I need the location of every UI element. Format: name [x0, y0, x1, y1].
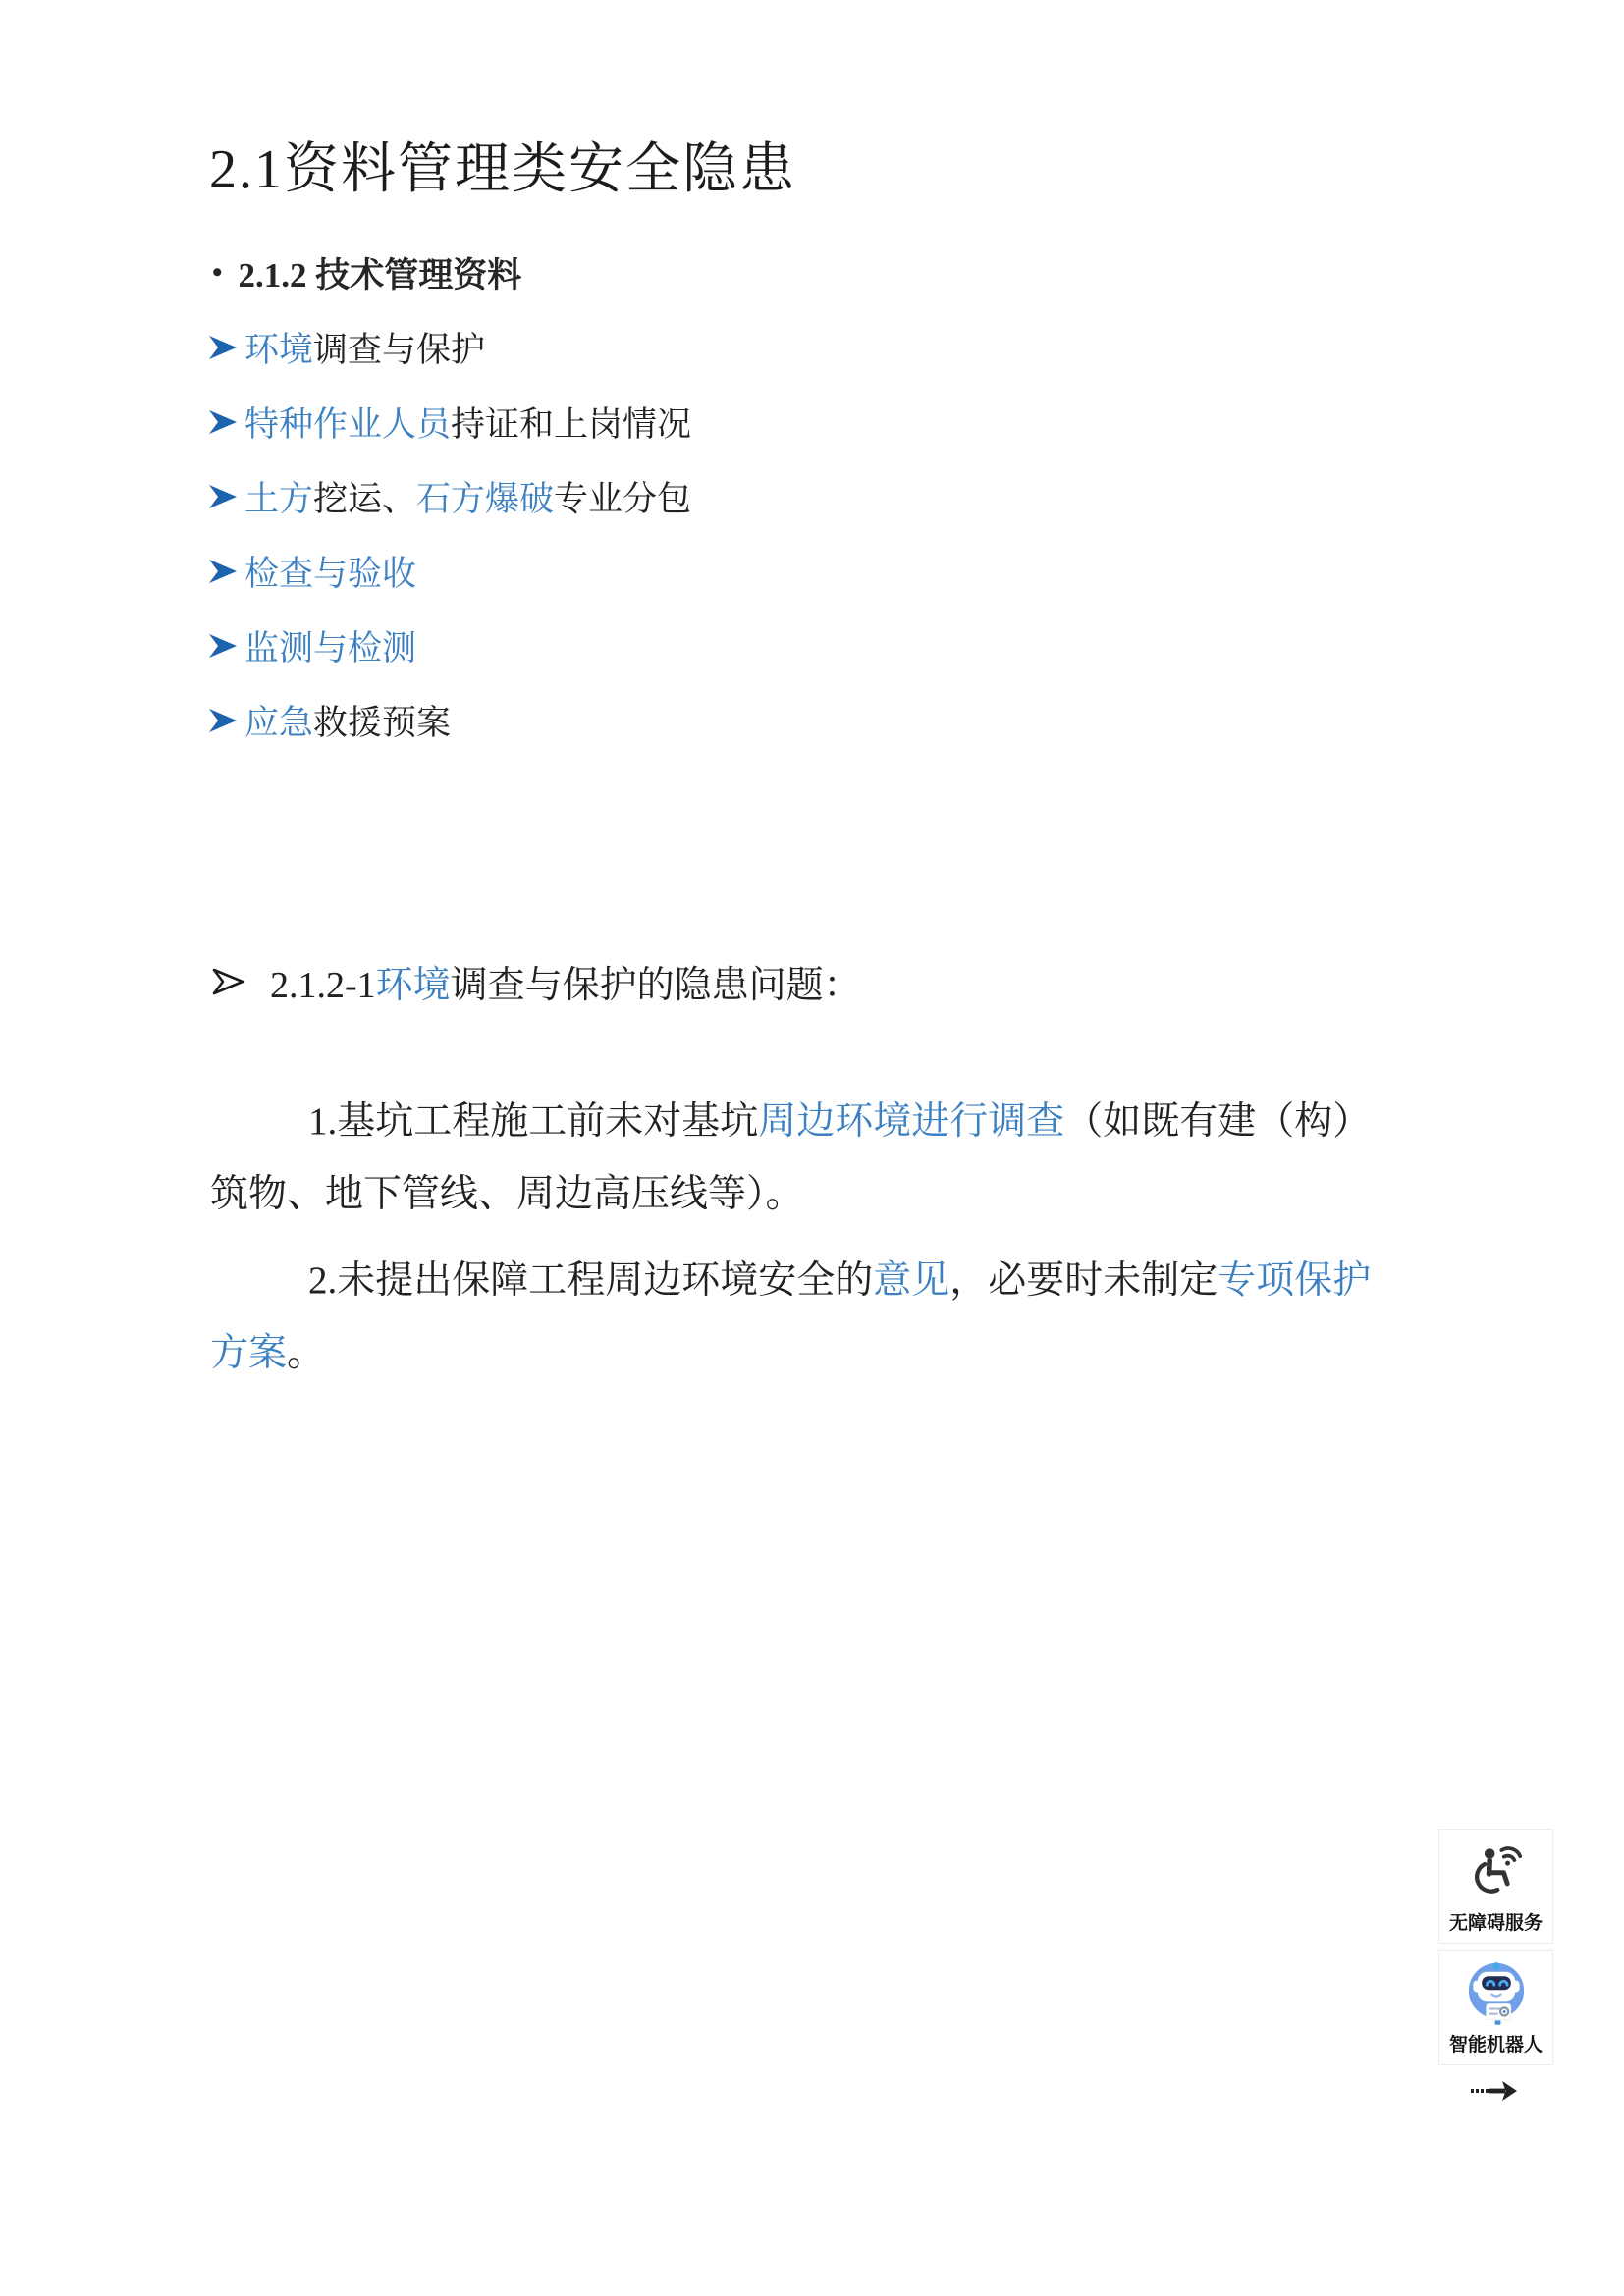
highlighted-text-segment: 周边环境进行调查: [758, 1100, 1065, 1143]
text-segment: 持证和上岗情况: [451, 405, 692, 444]
section-heading-text: [270, 954, 861, 1008]
accessibility-service-label: 无障碍服务: [1448, 1913, 1543, 1934]
bullet-dot-icon: •: [212, 256, 223, 289]
highlighted-text-segment: 石方爆破: [416, 480, 555, 518]
list-item-label: [244, 621, 416, 670]
list-item-label: 2.1.2 技术管理资料: [238, 256, 522, 294]
highlighted-text-segment: 土方: [244, 480, 314, 518]
text-segment: 专业分包: [554, 480, 692, 518]
paragraph-line: [210, 1245, 1447, 1317]
smart-robot-button[interactable]: [1438, 1950, 1553, 2065]
list-item-label: [244, 323, 485, 372]
text-segment: 筑物、地下管线、周边高压线等）。: [210, 1173, 804, 1215]
highlighted-text-segment: 检查与验收: [244, 555, 417, 593]
list-item: [208, 310, 691, 385]
highlighted-text-segment: 环境: [375, 965, 451, 1006]
blue-arrowhead-icon: [208, 409, 238, 435]
highlighted-text-segment: 环境: [244, 331, 314, 369]
text-segment: 调查与保护的隐患问题：: [450, 965, 861, 1006]
list-item: [208, 385, 691, 459]
list-item: [208, 534, 691, 609]
list-item-lead: [208, 236, 691, 310]
highlighted-text-segment: 监测与检测: [244, 629, 417, 667]
text-segment: 。: [287, 1332, 326, 1374]
smart-robot-label: 智能机器人: [1448, 2035, 1543, 2056]
body-text: [210, 1086, 1447, 1390]
dashed-right-arrow-icon[interactable]: [1470, 2080, 1519, 2102]
blue-arrowhead-icon: [208, 708, 238, 733]
list-item: [208, 683, 691, 758]
text-segment: ，必要时未制定: [949, 1259, 1218, 1302]
text-segment: 2.1.2-1: [270, 965, 376, 1006]
text-segment: 救援预案: [313, 704, 452, 742]
list-item: [208, 459, 691, 534]
outlined-arrowhead-icon: [212, 968, 244, 995]
wheelchair-wifi-icon: [1439, 1830, 1552, 1908]
text-segment: 2.未提出保障工程周边环境安全的: [308, 1259, 874, 1302]
paragraph-line: [210, 1317, 1447, 1390]
list-item: [208, 609, 691, 683]
section-heading: [212, 954, 861, 1008]
paragraph: [210, 1245, 1447, 1390]
blue-arrowhead-icon: [208, 559, 238, 584]
paragraph-line: [210, 1158, 1447, 1231]
topic-list: [208, 236, 691, 758]
paragraph-line: [210, 1086, 1447, 1158]
blue-arrowhead-icon: [208, 335, 238, 360]
blue-arrowhead-icon: [208, 484, 238, 509]
highlighted-text-segment: 意见: [873, 1259, 950, 1302]
robot-icon: [1439, 1951, 1552, 2030]
list-item-label: [244, 696, 451, 745]
page-title: 2.1资料管理类安全隐患: [209, 139, 796, 200]
text-segment: （如既有建（构）: [1064, 1100, 1372, 1143]
accessibility-service-button[interactable]: [1438, 1829, 1553, 1944]
list-item-label: [244, 547, 416, 596]
highlighted-text-segment: 方案: [210, 1332, 288, 1374]
highlighted-text-segment: 应急: [244, 704, 314, 742]
highlighted-text-segment: 特种作业人员: [244, 405, 452, 444]
list-item-label: [244, 398, 691, 447]
list-item-label: [244, 472, 691, 521]
blue-arrowhead-icon: [208, 633, 238, 659]
highlighted-text-segment: 专项保护: [1218, 1259, 1372, 1302]
text-segment: 1.基坑工程施工前未对基坑: [308, 1100, 759, 1143]
text-segment: 调查与保护: [313, 331, 486, 369]
paragraph: [210, 1086, 1447, 1231]
text-segment: 挖运、: [313, 480, 417, 518]
